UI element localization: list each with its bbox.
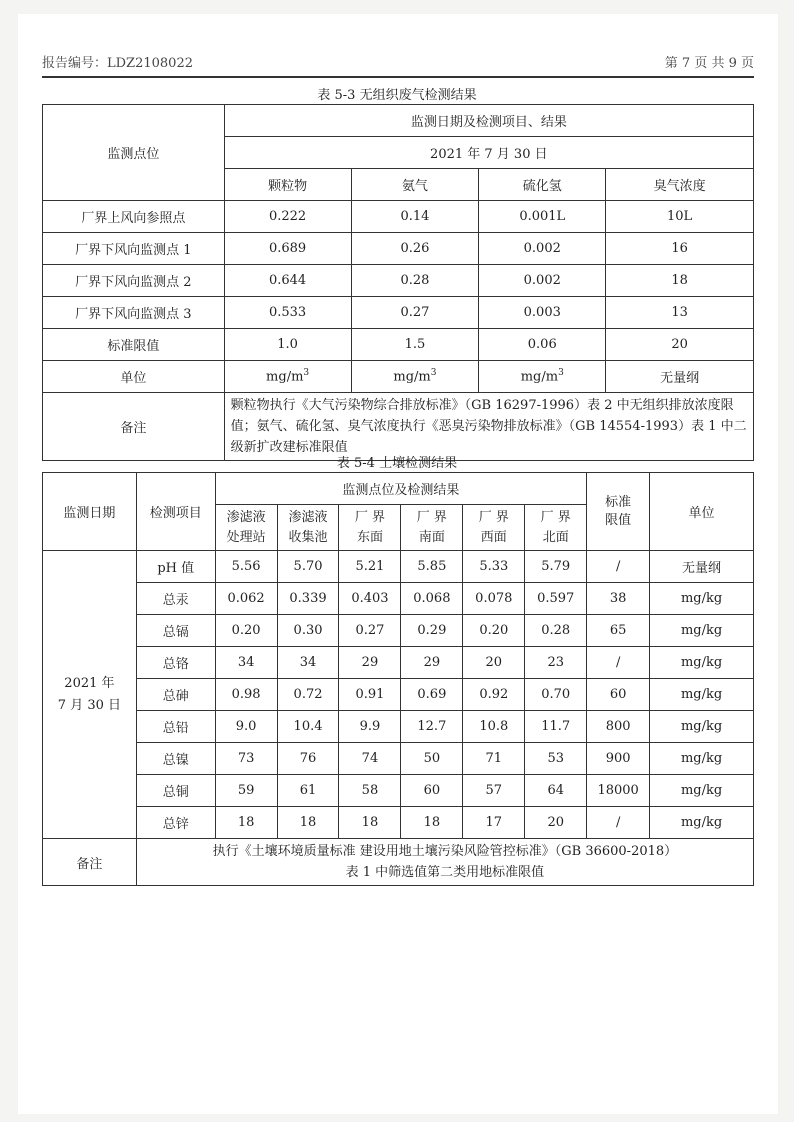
cell: 34 — [215, 647, 277, 679]
cell: 9.0 — [215, 711, 277, 743]
cell: 0.28 — [351, 265, 479, 297]
header-points-results: 监测点位及检测结果 — [215, 473, 587, 505]
cell: 5.70 — [277, 551, 339, 583]
table-row — [43, 329, 754, 361]
cell: 5.21 — [339, 551, 401, 583]
header-date: 2021 年 7 月 30 日 — [224, 137, 753, 169]
unit-cell: mg/kg — [650, 615, 754, 647]
unit-cell: mg/kg — [650, 679, 754, 711]
point-header: 厂 界 西面 — [463, 505, 525, 551]
std-cell: 65 — [587, 615, 650, 647]
cell: 18 — [339, 807, 401, 839]
unit-cell: mg/kg — [650, 775, 754, 807]
col-header: 氨气 — [351, 169, 479, 201]
cell: 0.27 — [351, 297, 479, 329]
cell: 0.403 — [339, 583, 401, 615]
std-cell: / — [587, 807, 650, 839]
cell: 17 — [463, 807, 525, 839]
report-number: 报告编号：LDZ2108022 — [42, 56, 193, 71]
item-cell: 总镍 — [136, 743, 215, 775]
std-cell: 18000 — [587, 775, 650, 807]
cell: 57 — [463, 775, 525, 807]
cell: 0.002 — [479, 265, 606, 297]
cell: 0.27 — [339, 615, 401, 647]
unit-cell: $mg/m^3$ — [224, 361, 351, 393]
cell: 10.8 — [463, 711, 525, 743]
cell: 0.597 — [525, 583, 587, 615]
unit-cell: mg/kg — [650, 807, 754, 839]
col-header: 臭气浓度 — [606, 169, 754, 201]
cell: 0.30 — [277, 615, 339, 647]
cell: 0.69 — [401, 679, 463, 711]
row-label: 单位 — [43, 361, 225, 393]
table-5-3 — [42, 104, 754, 461]
cell: 50 — [401, 743, 463, 775]
cell: 0.72 — [277, 679, 339, 711]
cell: 0.92 — [463, 679, 525, 711]
item-cell: 总锌 — [136, 807, 215, 839]
table-row — [43, 775, 754, 807]
cell: 20 — [463, 647, 525, 679]
cell: 18 — [215, 807, 277, 839]
cell: 16 — [606, 233, 754, 265]
row-label: 厂界上风向参照点 — [43, 201, 225, 233]
cell: 5.33 — [463, 551, 525, 583]
item-cell: 总铅 — [136, 711, 215, 743]
cell: 11.7 — [525, 711, 587, 743]
table-row — [43, 647, 754, 679]
table-row — [43, 807, 754, 839]
std-cell: 900 — [587, 743, 650, 775]
unit-cell: $mg/m^3$ — [351, 361, 479, 393]
cell: 34 — [277, 647, 339, 679]
cell: 0.001L — [479, 201, 606, 233]
cell: 5.79 — [525, 551, 587, 583]
col-header: 颗粒物 — [224, 169, 351, 201]
item-cell: 总镉 — [136, 615, 215, 647]
table-row — [43, 679, 754, 711]
cell: 12.7 — [401, 711, 463, 743]
cell: 13 — [606, 297, 754, 329]
cell: 29 — [339, 647, 401, 679]
cell: 0.20 — [215, 615, 277, 647]
cell: 0.06 — [479, 329, 606, 361]
header-item: 检测项目 — [136, 473, 215, 551]
table-row — [43, 615, 754, 647]
point-header: 渗滤液 收集池 — [277, 505, 339, 551]
cell: 10L — [606, 201, 754, 233]
cell: 58 — [339, 775, 401, 807]
col-header: 硫化氢 — [479, 169, 606, 201]
cell: 0.26 — [351, 233, 479, 265]
cell: 53 — [525, 743, 587, 775]
table-row — [43, 233, 754, 265]
cell: 0.078 — [463, 583, 525, 615]
row-label: 厂界下风向监测点 3 — [43, 297, 225, 329]
unit-cell: mg/kg — [650, 647, 754, 679]
header-std-limit: 标准 限值 — [587, 473, 650, 551]
cell: 0.339 — [277, 583, 339, 615]
cell: 0.689 — [224, 233, 351, 265]
cell: 10.4 — [277, 711, 339, 743]
cell: 0.644 — [224, 265, 351, 297]
date-cell: 2021 年 7 月 30 日 — [43, 551, 137, 839]
std-cell: 38 — [587, 583, 650, 615]
header-date: 监测日期 — [43, 473, 137, 551]
remark-row — [43, 393, 754, 461]
unit-cell: 无量纲 — [606, 361, 754, 393]
cell: 74 — [339, 743, 401, 775]
table-row — [43, 583, 754, 615]
cell: 20 — [525, 807, 587, 839]
point-header: 厂 界 东面 — [339, 505, 401, 551]
unit-cell: mg/kg — [650, 743, 754, 775]
cell: 29 — [401, 647, 463, 679]
cell: 0.14 — [351, 201, 479, 233]
cell: 64 — [525, 775, 587, 807]
cell: 18 — [401, 807, 463, 839]
row-label: 厂界下风向监测点 1 — [43, 233, 225, 265]
remark-row — [43, 839, 754, 886]
cell: 0.533 — [224, 297, 351, 329]
point-header: 厂 界 北面 — [525, 505, 587, 551]
cell: 59 — [215, 775, 277, 807]
cell: 0.20 — [463, 615, 525, 647]
cell: 0.29 — [401, 615, 463, 647]
item-cell: 总砷 — [136, 679, 215, 711]
table-row — [43, 265, 754, 297]
cell: 0.28 — [525, 615, 587, 647]
remark-text: 颗粒物执行《大气污染物综合排放标准》（GB 16297-1996）表 2 中无组织排放浓度限值；氨气、硫化氢、臭气浓度执行《恶臭污染物排放标准》（GB 14554-1993）表 1 中二级新扩改建标准限值 — [224, 393, 753, 461]
cell: 1.5 — [351, 329, 479, 361]
header-unit: 单位 — [650, 473, 754, 551]
cell: 18 — [606, 265, 754, 297]
unit-cell: $mg/m^3$ — [479, 361, 606, 393]
remark-label: 备注 — [43, 393, 225, 461]
unit-row — [43, 361, 754, 393]
item-cell: 总铜 — [136, 775, 215, 807]
cell: 5.56 — [215, 551, 277, 583]
cell: 76 — [277, 743, 339, 775]
remark-text: 执行《土壤环境质量标准 建设用地土壤污染风险管控标准》（GB 36600-2018） 表 1 中筛选值第二类用地标准限值 — [136, 839, 753, 886]
cell: 18 — [277, 807, 339, 839]
std-cell: / — [587, 551, 650, 583]
row-label: 厂界下风向监测点 2 — [43, 265, 225, 297]
table-5-3-title: 表 5-3 无组织废气检测结果 — [317, 88, 477, 103]
cell: 23 — [525, 647, 587, 679]
point-header: 渗滤液 处理站 — [215, 505, 277, 551]
unit-cell: 无量纲 — [650, 551, 754, 583]
cell: 60 — [401, 775, 463, 807]
cell: 0.98 — [215, 679, 277, 711]
point-header: 厂 界 南面 — [401, 505, 463, 551]
cell: 0.003 — [479, 297, 606, 329]
header-date-items: 监测日期及检测项目、结果 — [224, 105, 753, 137]
cell: 61 — [277, 775, 339, 807]
cell: 0.91 — [339, 679, 401, 711]
cell: 0.70 — [525, 679, 587, 711]
cell: 0.062 — [215, 583, 277, 615]
cell: 1.0 — [224, 329, 351, 361]
table-5-4-title: 表 5-4 土壤检测结果 — [336, 456, 458, 471]
std-cell: / — [587, 647, 650, 679]
remark-label: 备注 — [43, 839, 137, 886]
table-row — [43, 201, 754, 233]
table-5-4 — [42, 472, 754, 886]
cell: 20 — [606, 329, 754, 361]
cell: 0.222 — [224, 201, 351, 233]
cell: 0.068 — [401, 583, 463, 615]
unit-cell: mg/kg — [650, 583, 754, 615]
header-monitoring-point: 监测点位 — [43, 105, 225, 201]
table-row — [43, 297, 754, 329]
cell: 73 — [215, 743, 277, 775]
cell: 71 — [463, 743, 525, 775]
cell: 9.9 — [339, 711, 401, 743]
table-row — [43, 551, 754, 583]
item-cell: 总汞 — [136, 583, 215, 615]
page-number: 第 7 页 共 9 页 — [664, 56, 754, 71]
cell: 0.002 — [479, 233, 606, 265]
unit-cell: mg/kg — [650, 711, 754, 743]
item-cell: pH 值 — [136, 551, 215, 583]
cell: 5.85 — [401, 551, 463, 583]
row-label: 标准限值 — [43, 329, 225, 361]
item-cell: 总铬 — [136, 647, 215, 679]
page-header — [42, 50, 754, 78]
table-row — [43, 743, 754, 775]
table-row — [43, 711, 754, 743]
std-cell: 800 — [587, 711, 650, 743]
std-cell: 60 — [587, 679, 650, 711]
